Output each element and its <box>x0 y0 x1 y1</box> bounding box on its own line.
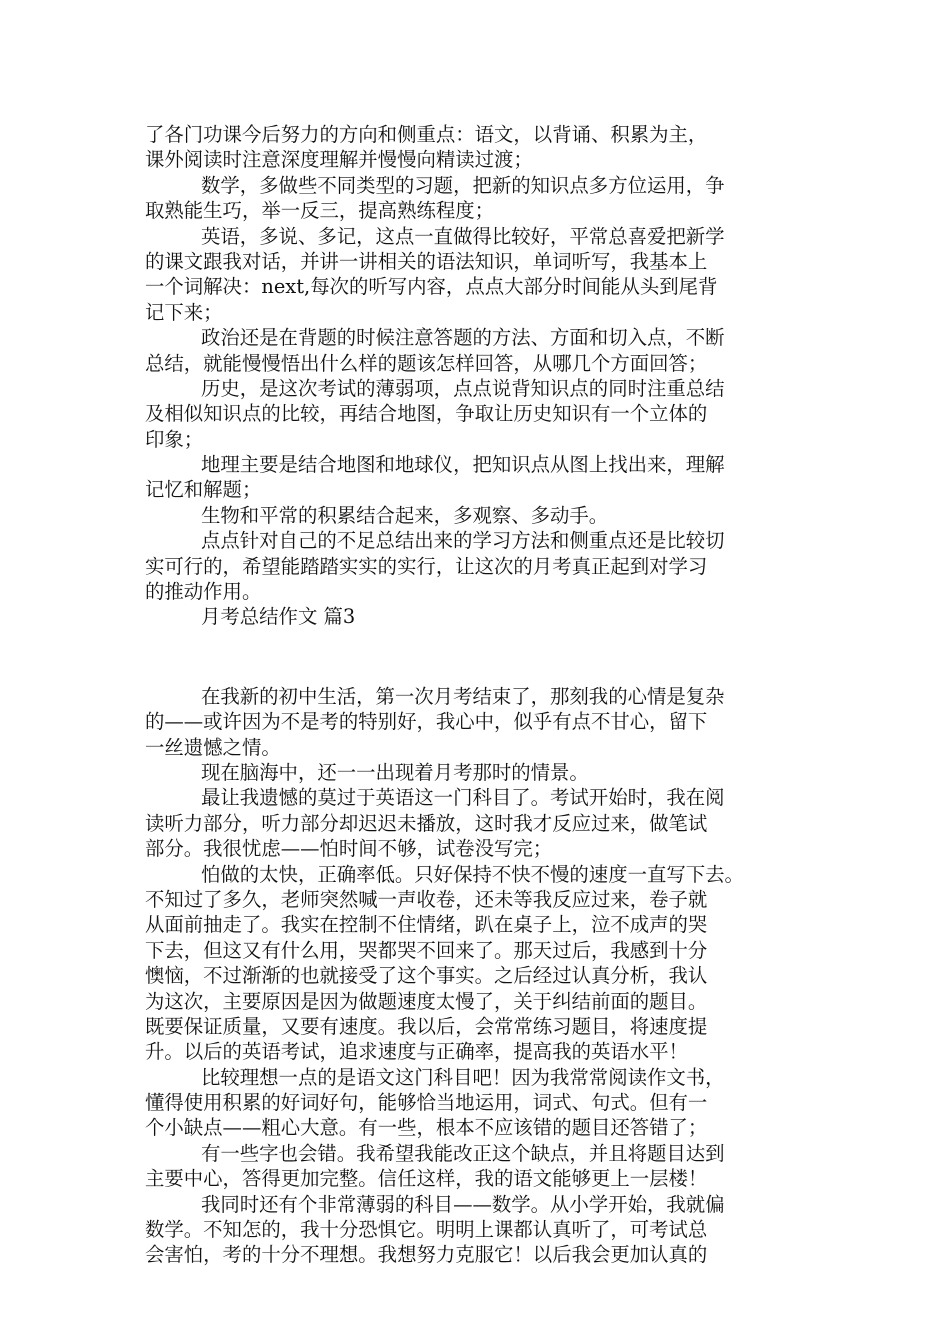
text-line: 数学，多做些不同类型的习题，把新的知识点多方位运用，争 <box>201 173 725 197</box>
text-line: 实可行的，希望能踏踏实实的实行，让这次的月考真正起到对学习 <box>145 554 708 578</box>
text-line: 个小缺点——粗心大意。有一些，根本不应该错的题目还答错了； <box>145 1116 708 1140</box>
text-line: 最让我遗憾的莫过于英语这一门科目了。考试开始时，我在阅 <box>201 786 725 810</box>
text-line: 怕做的太快，正确率低。只好保持不快不慢的速度一直写下去。 <box>201 862 744 886</box>
text-line: 从面前抽走了。我实在控制不住情绪，趴在桌子上，泣不成声的哭 <box>145 913 708 937</box>
text-line: 一个词解决：next,每次的听写内容，点点大部分时间能从头到尾背 <box>145 275 718 299</box>
text-line: 政治还是在背题的时候注意答题的方法、方面和切入点，不断 <box>201 326 725 350</box>
text-line: 的推动作用。 <box>145 580 262 604</box>
text-line: 的课文跟我对话，并讲一讲相关的语法知识，单词听写，我基本上 <box>145 249 708 273</box>
text-line: 了各门功课今后努力的方向和侧重点：语文，以背诵、积累为主， <box>145 123 708 146</box>
text-line: 比较理想一点的是语文这门科目吧！因为我常常阅读作文书， <box>201 1065 725 1089</box>
text-line: 印象； <box>145 427 204 451</box>
text-line: 为这次，主要原因是因为做题速度太慢了，关于纠结前面的题目。 <box>145 989 708 1013</box>
text-line: 会害怕，考的十分不理想。我想努力克服它！以后我会更加认真的 <box>145 1243 708 1267</box>
text-line: 记忆和解题； <box>145 478 262 502</box>
text-line: 总结，就能慢慢悟出什么样的题该怎样回答，从哪几个方面回答； <box>145 351 708 375</box>
text-line: 课外阅读时注意深度理解并慢慢向精读过渡； <box>145 148 533 172</box>
text-line: 既要保证质量，又要有速度。我以后，会常常练习题目，将速度提 <box>145 1014 708 1038</box>
text-line: 生物和平常的积累结合起来，多观察、多动手。 <box>201 503 609 527</box>
text-line: 点点针对自己的不足总结出来的学习方法和侧重点还是比较切 <box>201 529 725 553</box>
text-line: 懂得使用积累的好词好句，能够恰当地运用，词式、句式。但有一 <box>145 1091 708 1115</box>
text-line: 地理主要是结合地图和地球仪，把知识点从图上找出来，理解 <box>201 453 725 477</box>
text-line: 数学。不知怎的，我十分恐惧它。明明上课都认真听了，可考试总 <box>145 1218 708 1242</box>
text-line: 升。以后的英语考试，追求速度与正确率，提高我的英语水平！ <box>145 1040 688 1064</box>
text-line: 在我新的初中生活，第一次月考结束了，那刻我的心情是复杂 <box>201 684 725 708</box>
text-line: 下去，但这又有什么用，哭都哭不回来了。那天过后，我感到十分 <box>145 938 708 962</box>
text-line: 读听力部分，听力部分却迟迟未播放，这时我才反应过来，做笔试 <box>145 811 708 835</box>
text-line: 现在脑海中，还一一出现着月考那时的情景。 <box>201 760 589 784</box>
text-line: 不知过了多久，老师突然喊一声收卷，还未等我反应过来，卷子就 <box>145 887 708 911</box>
text-line: 历史，是这次考试的薄弱项，点点说背知识点的同时注重总结 <box>201 376 725 400</box>
document-page <box>145 122 811 1268</box>
text-line: 一丝遗憾之情。 <box>145 735 281 759</box>
text-line: 及相似知识点的比较，再结合地图，争取让历史知识有一个立体的 <box>145 402 708 426</box>
blank-line <box>145 630 811 684</box>
text-line: 的——或许因为不是考的特别好，我心中，似乎有点不甘心，留下 <box>145 710 708 734</box>
text-line: 记下来； <box>145 300 223 324</box>
text-line: 主要中心，答得更加完整。信任这样，我的语文能够更上一层楼！ <box>145 1167 708 1191</box>
text-line: 取熟能生巧，举一反三，提高熟练程度； <box>145 199 495 223</box>
section-heading: 月考总结作文 篇3 <box>201 605 356 629</box>
text-line: 懊恼，不过渐渐的也就接受了这个事实。之后经过认真分析，我认 <box>145 964 708 988</box>
text-line: 我同时还有个非常薄弱的科目——数学。从小学开始，我就偏 <box>201 1192 725 1216</box>
text-line: 部分。我很忧虑——怕时间不够，试卷没写完； <box>145 837 553 861</box>
text-line: 有一些字也会错。我希望我能改正这个缺点，并且将题目达到 <box>201 1141 725 1165</box>
text-line: 英语，多说、多记，这点一直做得比较好，平常总喜爱把新学 <box>201 224 725 248</box>
